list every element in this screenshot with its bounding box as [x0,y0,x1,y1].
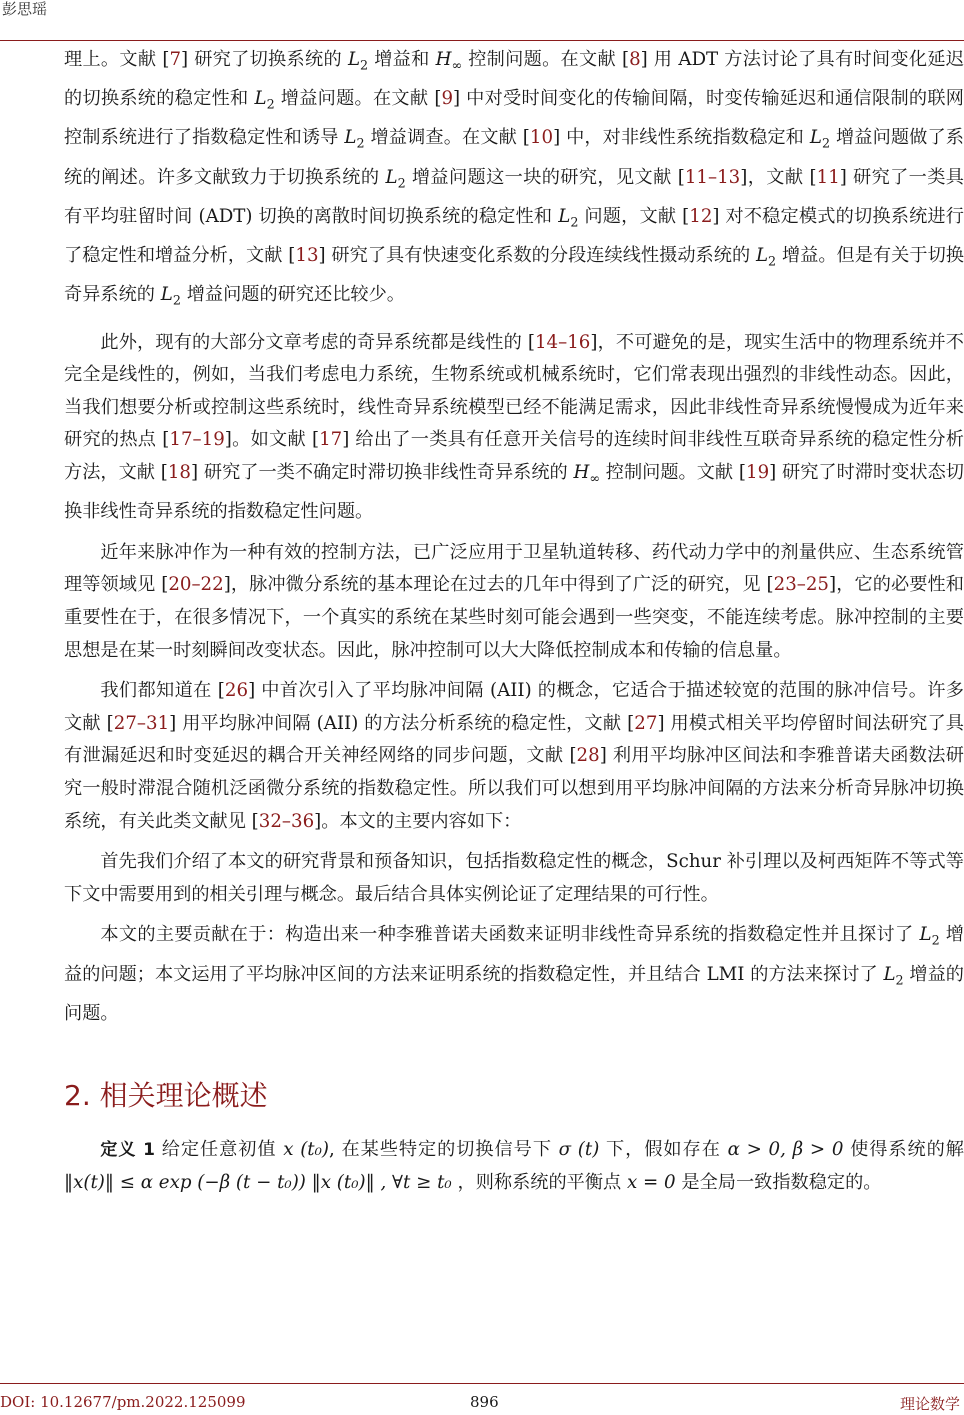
journal-name: 理论数学 [899,1395,960,1413]
citation-link[interactable]: 14–16 [534,331,591,353]
citation-link[interactable]: 17–19 [169,429,225,451]
math-stability-inequality: ‖x(t)‖ ≤ α exp (−β (t − t₀)) ‖x (t₀)‖ , ∀t ≥ t₀ [64,1172,452,1194]
citation-link[interactable]: 20–22 [168,574,224,596]
citation-link[interactable]: 13 [295,245,319,267]
citation-link[interactable]: 10 [529,127,554,149]
citation-link[interactable]: 11 [816,166,840,188]
paragraph-6: 本文的主要贡献在于：构造出来一种李雅普诺夫函数来证明非线性奇异系统的指数稳定性并且探讨了 $L_2$ 增益的问题；本文运用了平均脉冲区间的方法来证明系统的指数稳定性，并且结合 LMI 的方法来探讨了 $L_2$ 增益的问题。 [64,924,964,1024]
definition-1: 定义 1 给定任意初值 x (t₀), 在某些特定的切换信号下 σ (t) 下，假如存在 α > 0, β > 0 使得系统的解 ‖x(t)‖ ≤ α exp (−β (t − t₀)) ‖x (t₀)‖ , ∀t ≥ t₀ ，则称系统的平衡点 x = 0 是全局一致指数稳定的。 [64,1139,964,1194]
citation-link[interactable]: 17 [319,429,343,451]
math-equilibrium: x = 0 [626,1172,676,1194]
citation-link[interactable]: 8 [629,49,641,70]
citation-link[interactable]: 28 [576,745,600,767]
citation-link[interactable]: 11–13 [684,166,741,188]
page-content [64,44,964,1208]
paragraph-1: 理上。文献 [7] 研究了切换系统的 $L_2$ 增益和 $H_\infty$ 控制问题。在文献 [8] 用 ADT 方法讨论了具有时间变化延迟的切换系统的稳定性和 $L_2$ 增益问题。在文献 [9] 中对受时间变化的传输间隔，时变传输延迟和通信限制的联网控制系统进行了指数稳定性和诱导 $L_2$ 增益调查。在文献 [10] 中，对非线性系统指数稳定和 $L_2$ 增益问题做了系统的阐述。许多文献致力于切换系统的 $L_2$ 增益问题这一块的研究，见文献 [11–13]，文献 [11] 研究了一类具有平均驻留时间 (ADT) 切换的离散时间切换系统的稳定性和 $L_2$ 问题，文献 [12] 对不稳定模式的切换系统进行了稳定性和增益分析，文献 [13] 研究了具有快速变化系数的分段连续线性摄动系统的 $L_2$ 增益。但是有关于切换奇异系统的 $L_2$ 增益问题的研究还比较少。 [64,49,964,310]
page-footer [0,1383,964,1415]
doi-link[interactable]: DOI: 10.12677/pm.2022.125099 [0,1393,246,1411]
citation-link[interactable]: 26 [224,680,249,702]
math-switching-signal: σ (t) [558,1139,600,1161]
page-header [0,0,964,41]
math-initial-value: x (t₀) [283,1139,329,1161]
paragraph-5: 首先我们介绍了本文的研究背景和预备知识，包括指数稳定性的概念，Schur 补引理以及柯西矩阵不等式等下文中需要用到的相关引理与概念。最后结合具体实例论证了定理结果的可行性。 [64,851,964,905]
citation-link[interactable]: 27 [634,712,658,734]
citation-link[interactable]: 32–36 [258,810,315,832]
paragraph-4: 我们都知道在 [26] 中首次引入了平均脉冲间隔 (AII) 的概念，它适合于描述较宽的范围的脉冲信号。许多文献 [27–31] 用平均脉冲间隔 (AII) 的方法分析系统的稳定性，文献 [27] 用模式相关平均停留时间法研究了具有泄漏延迟和时变延迟的耦合开关神经网络的同步问题，文献 [28] 利用平均脉冲区间法和李雅普诺夫函数法研究一般时滞混合随机泛函微分系统的指数稳定性。所以我们可以想到用平均脉冲间隔的方法来分析奇异脉冲切换系统，有关此类文献见 [32–36]。本文的主要内容如下： [64,680,964,832]
citation-link[interactable]: 18 [167,462,191,484]
section-heading: 2. 相关理论概述 [64,1079,268,1113]
header-author: 彭思瑶 [2,0,48,18]
citation-link[interactable]: 7 [169,49,182,70]
citation-link[interactable]: 19 [746,462,770,484]
paragraph-2: 此外，现有的大部分文章考虑的奇异系统都是线性的 [14–16]，不可避免的是，现实生活中的物理系统并不完全是线性的，例如，当我们考虑电力系统，生物系统或机械系统时，它们常表现出强烈的非线性动态。因此，当我们想要分析或控制这些系统时，线性奇异系统模型已经不能满足需求，因此非线性奇异系统慢慢成为近年来研究的热点 [17–19]。如文献 [17] 给出了一类具有任意开关信号的连续时间非线性互联奇异系统的稳定性分析方法，文献 [18] 研究了一类不确定时滞切换非线性奇异系统的 $H_\infty$ 控制问题。文献 [19] 研究了时滞时变状态切换非线性奇异系统的指数稳定性问题。 [64,331,964,523]
math-constants: α > 0, β > 0 [727,1139,844,1161]
page-number: 896 [470,1393,499,1411]
citation-link[interactable]: 23–25 [773,574,830,596]
citation-link[interactable]: 12 [689,205,713,227]
paragraph-3: 近年来脉冲作为一种有效的控制方法，已广泛应用于卫星轨道转移、药代动力学中的剂量供应、生态系统管理等领域见 [20–22]，脉冲微分系统的基本理论在过去的几年中得到了广泛的研究，见 [23–25]，它的必要性和重要性在于，在很多情况下，一个真实的系统在某些时刻可能会遇到一些突变，不能连续考虑。脉冲控制的主要思想是在某一时刻瞬间改变状态。因此，脉冲控制可以大大降低控制成本和传输的信息量。 [64,541,964,661]
citation-link[interactable]: 9 [441,88,454,110]
citation-link[interactable]: 27–31 [113,712,170,734]
definition-label: 定义 1 [100,1140,155,1161]
